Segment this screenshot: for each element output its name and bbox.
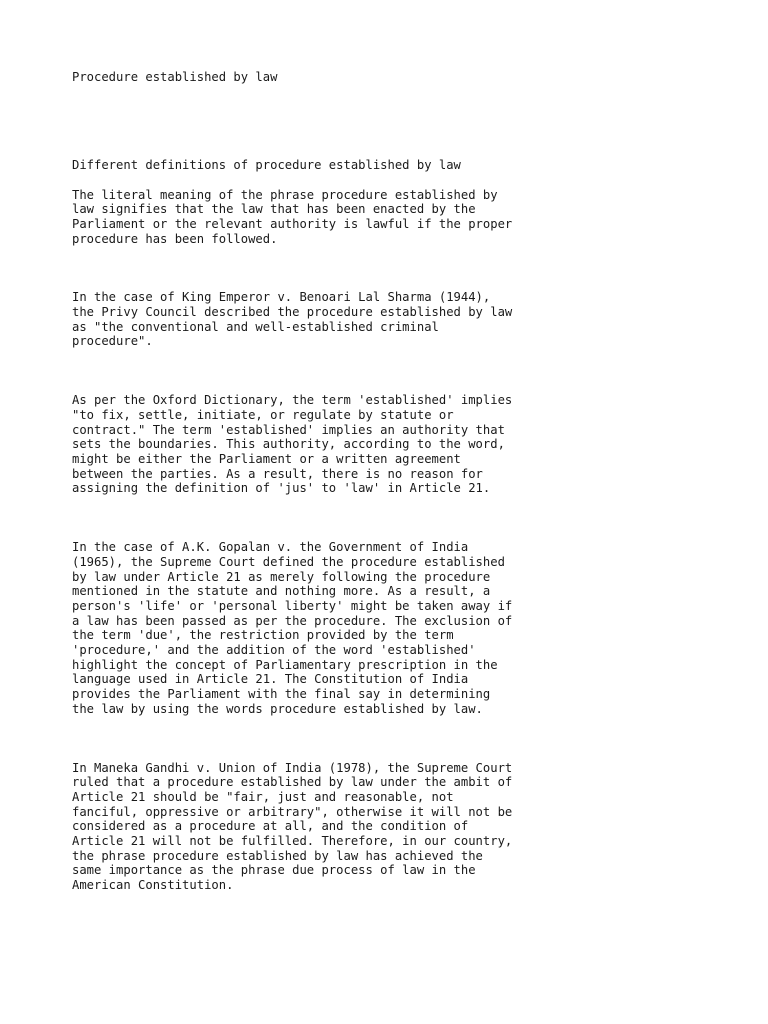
document-page [72,70,712,937]
paragraph-line: In the case of A.K. Gopalan v. the Government of India [72,540,469,555]
paragraph-line: (1965), the Supreme Court defined the procedure established [72,554,505,569]
paragraph-line: same importance as the phrase due process of law in the [72,863,476,878]
paragraph-line: fanciful, oppressive or arbitrary", otherwise it will not be [72,804,513,819]
paragraph-line: provides the Parliament with the final say in determining [72,687,491,702]
paragraph-line: In Maneka Gandhi v. Union of India (1978), the Supreme Court [72,760,513,775]
paragraph-line: sets the boundaries. This authority, according to the word, [72,437,505,452]
paragraph-line: assigning the definition of 'jus' to 'law' in Article 21. [72,481,491,496]
paragraph [72,188,712,247]
document-title: Procedure established by law [72,70,278,84]
paragraph-line: a law has been passed as per the procedure. The exclusion of [72,613,513,628]
paragraph [72,393,712,496]
paragraph-line: "to fix, settle, initiate, or regulate by statute or [72,407,454,422]
paragraph-line: 'procedure,' and the addition of the word 'established' [72,642,476,657]
paragraph-line: ruled that a procedure established by law under the ambit of [72,775,513,790]
paragraph-line: Article 21 will not be fulfilled. Therefore, in our country, [72,833,513,848]
paragraph-line: between the parties. As a result, there is no reason for [72,466,483,481]
paragraph-line: The literal meaning of the phrase procedure established by [72,187,498,202]
paragraph-line: mentioned in the statute and nothing more. As a result, a [72,584,491,599]
paragraph-line: by law under Article 21 as merely following the procedure [72,569,491,584]
paragraph-line: Article 21 should be "fair, just and reasonable, not [72,789,454,804]
paragraph [72,290,712,349]
paragraph-line: the Privy Council described the procedure established by law [72,305,513,320]
paragraph-line: American Constitution. [72,878,234,892]
paragraph-line: the phrase procedure established by law has achieved the [72,848,483,863]
paragraph-line: the term 'due', the restriction provided by the term [72,628,454,643]
paragraph-line: the law by using the words procedure established by law. [72,701,483,716]
paragraph-line: highlight the concept of Parliamentary prescription in the [72,657,498,672]
paragraph-line: person's 'life' or 'personal liberty' might be taken away if [72,598,513,613]
paragraph-line: as "the conventional and well-established criminal [72,319,439,334]
section-heading: Different definitions of procedure established by law [72,158,461,173]
paragraph-line: As per the Oxford Dictionary, the term 'established' implies [72,393,513,408]
paragraph [72,540,712,716]
paragraph-line: In the case of King Emperor v. Benoari Lal Sharma (1944), [72,290,491,305]
paragraph-line: procedure". [72,334,153,349]
paragraph-list [72,188,712,893]
paragraph-line: might be either the Parliament or a written agreement [72,452,461,466]
paragraph-line: contract." The term 'established' implies an authority that [72,422,505,437]
paragraph-line: procedure has been followed. [72,231,278,246]
paragraph-line: language used in Article 21. The Constitution of India [72,672,469,687]
paragraph [72,761,712,893]
paragraph-line: Parliament or the relevant authority is lawful if the proper [72,216,513,231]
paragraph-line: considered as a procedure at all, and the condition of [72,819,469,834]
paragraph-line: law signifies that the law that has been enacted by the [72,202,476,217]
